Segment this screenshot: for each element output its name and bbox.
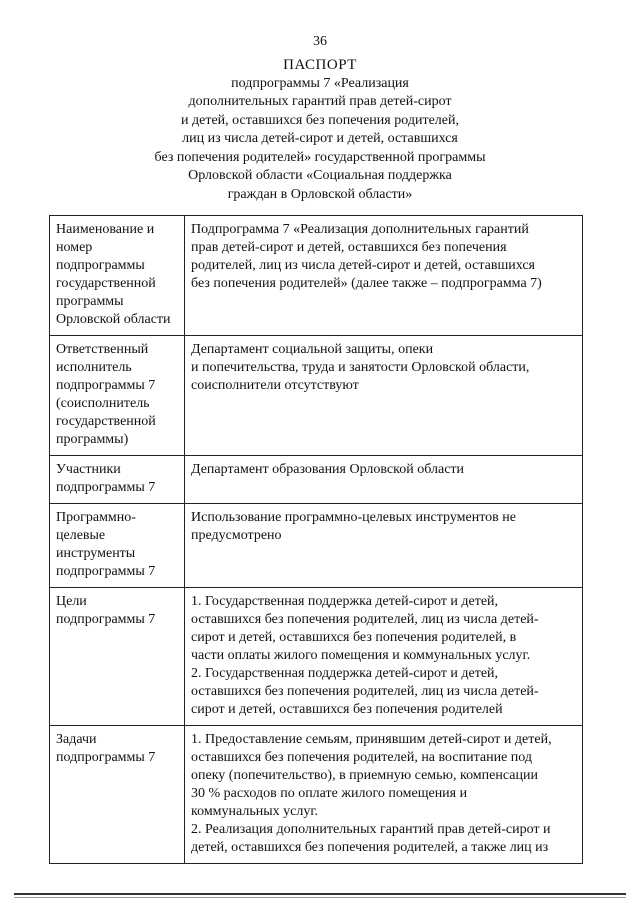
footer-divider-thin (14, 897, 626, 898)
row-value-line: и попечительства, труда и занятости Орловской области, (191, 360, 530, 375)
row-value-cell (185, 336, 583, 456)
row-label-line: программы (56, 294, 124, 309)
heading-line: подпрограммы 7 «Реализация (231, 75, 409, 91)
row-value-line: прав детей-сирот и детей, оставшихся без попечения (191, 240, 507, 255)
row-value-line: оставшихся без попечения родителей, лиц из числа детей- (191, 684, 539, 699)
row-value-line: оставшихся без попечения родителей, на воспитание под (191, 750, 532, 765)
table-row (50, 588, 583, 726)
heading-line: и детей, оставшихся без попечения родителей, (181, 112, 459, 128)
row-value-line: коммунальных услуг. (191, 804, 319, 819)
row-value-cell (185, 726, 583, 864)
row-value-line: 2. Реализация дополнительных гарантий прав детей-сирот и (191, 822, 551, 837)
row-value-line: Департамент социальной защиты, опеки (191, 342, 434, 357)
row-value-line: 1. Государственная поддержка детей-сирот и детей, (191, 594, 499, 609)
table-row (50, 456, 583, 504)
row-value-line: детей, оставшихся без попечения родителей, а также лиц из (191, 840, 549, 855)
table-row (50, 726, 583, 864)
table-row (50, 216, 583, 336)
row-label-cell (50, 216, 185, 336)
row-label-cell (50, 588, 185, 726)
row-value-line: предусмотрено (191, 528, 282, 543)
row-label-line: номер (56, 240, 93, 255)
passport-table (49, 215, 583, 864)
row-label-line: Наименование и (56, 222, 155, 237)
row-label-cell (50, 456, 185, 504)
row-value-line: Департамент образования Орловской области (191, 462, 465, 477)
row-label-line: подпрограммы 7 (56, 564, 156, 579)
document-heading (60, 56, 580, 204)
document-title: ПАСПОРТ (283, 57, 357, 73)
row-value-line: соисполнители отсутствуют (191, 378, 359, 393)
heading-line: без попечения родителей» государственной программы (154, 149, 486, 165)
heading-line: лиц из числа детей-сирот и детей, оставшихся (182, 131, 458, 146)
row-value-line: родителей, лиц из числа детей-сирот и детей, оставшихся (191, 258, 535, 273)
row-value-cell (185, 216, 583, 336)
row-label-line: (соисполнитель (56, 396, 150, 411)
row-label-line: Орловской области (56, 312, 171, 327)
page-number: 36 (313, 34, 327, 49)
row-label-line: подпрограммы 7 (56, 378, 156, 393)
row-label-line: целевые (56, 528, 106, 543)
heading-line: Орловской области «Социальная поддержка (188, 168, 452, 183)
row-value-line: Использование программно-целевых инструментов не (191, 510, 516, 525)
row-value-line: сирот и детей, оставшихся без попечения родителей, в (191, 630, 517, 645)
row-label-line: подпрограммы 7 (56, 750, 156, 765)
row-label-line: исполнитель (56, 360, 132, 375)
row-value-line: опеку (попечительство), в приемную семью, компенсации (191, 768, 538, 783)
passport-table-body (50, 216, 583, 864)
row-label-line: Программно- (56, 510, 136, 525)
row-label-line: подпрограммы 7 (56, 480, 156, 495)
footer-divider (14, 893, 626, 895)
row-value-line: без попечения родителей» (далее также – подпрограмма 7) (191, 276, 542, 291)
row-label-line: Ответственный (56, 342, 149, 357)
row-value-cell (185, 456, 583, 504)
row-label-cell (50, 336, 185, 456)
row-value-line: 30 % расходов по оплате жилого помещения и (191, 786, 468, 801)
row-label-cell (50, 726, 185, 864)
row-label-line: программы) (56, 432, 129, 447)
heading-line: дополнительных гарантий прав детей-сирот (188, 94, 452, 109)
heading-line: граждан в Орловской области» (227, 186, 413, 202)
row-label-line: Задачи (56, 732, 97, 747)
row-value-line: сирот и детей, оставшихся без попечения родителей (191, 702, 503, 717)
row-label-line: инструменты (56, 546, 136, 561)
row-value-cell (185, 504, 583, 588)
row-value-line: оставшихся без попечения родителей, лиц из числа детей- (191, 612, 539, 627)
row-value-line: части оплаты жилого помещения и коммунальных услуг. (191, 648, 531, 663)
row-label-line: государственной (56, 276, 156, 291)
row-value-cell (185, 588, 583, 726)
row-label-line: государственной (56, 414, 156, 429)
row-value-line: Подпрограмма 7 «Реализация дополнительных гарантий (191, 222, 529, 237)
row-value-line: 2. Государственная поддержка детей-сирот и детей, (191, 666, 499, 681)
row-label-line: Цели (56, 594, 87, 609)
row-label-line: подпрограммы 7 (56, 612, 156, 627)
table-row (50, 504, 583, 588)
row-label-line: Участники (56, 462, 121, 477)
table-row (50, 336, 583, 456)
row-label-cell (50, 504, 185, 588)
row-label-line: подпрограммы (56, 258, 145, 273)
row-value-line: 1. Предоставление семьям, принявшим детей-сирот и детей, (191, 732, 552, 747)
